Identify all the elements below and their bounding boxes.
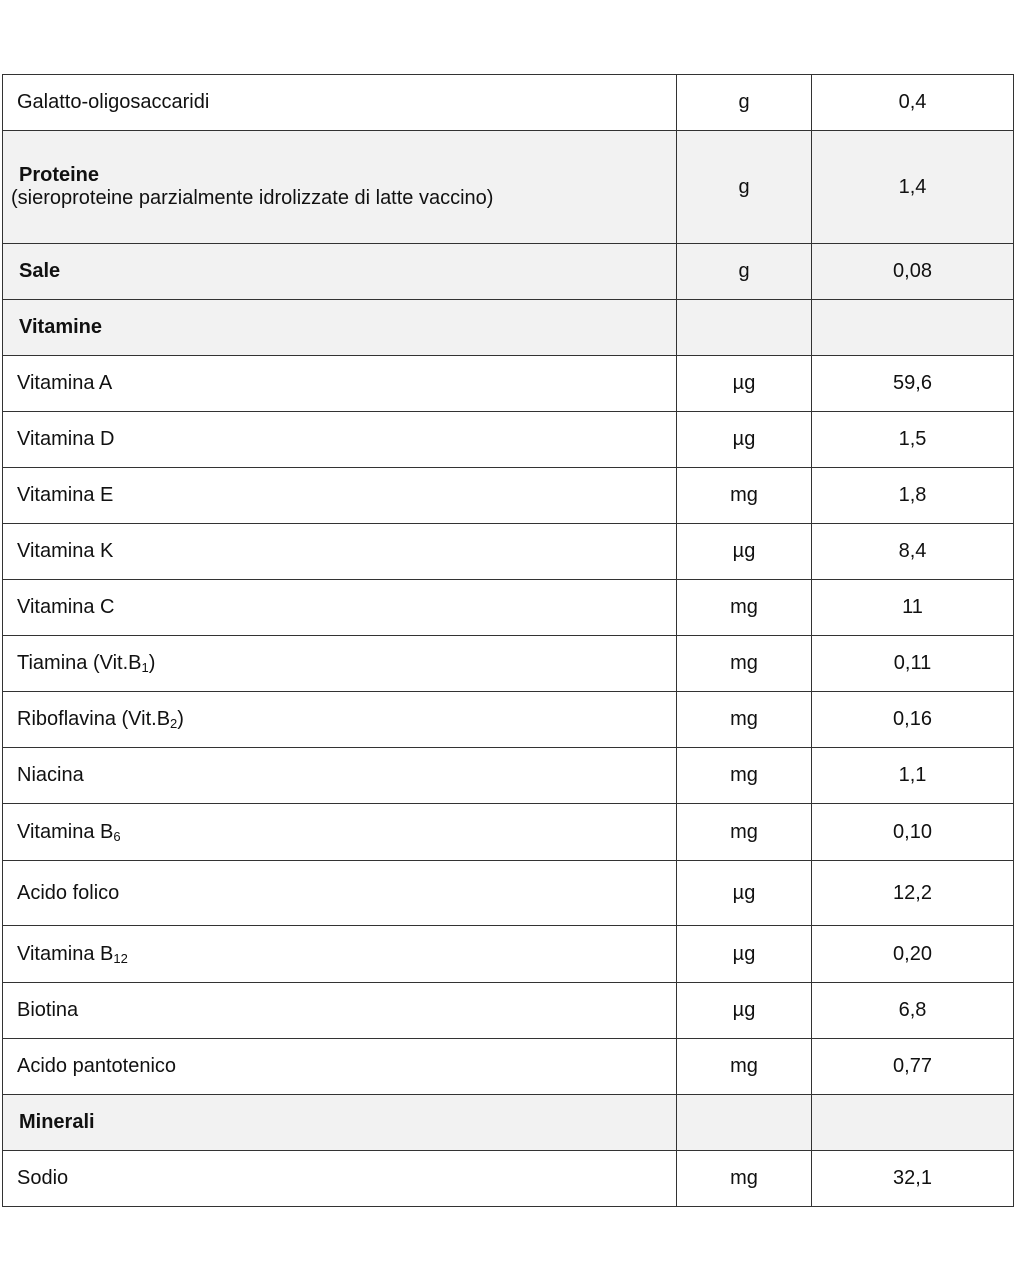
value-cell: 6,8 (812, 983, 1014, 1039)
nutrient-cell (3, 983, 677, 1039)
unit-cell: mg (677, 1151, 812, 1207)
value-cell: 1,5 (812, 412, 1014, 468)
unit-cell (677, 1095, 812, 1151)
nutrient-name: Vitamina D (17, 428, 115, 450)
unit-cell: µg (677, 926, 812, 983)
nutrient-cell (3, 926, 677, 983)
value-cell: 1,8 (812, 468, 1014, 524)
nutrient-name: Sodio (17, 1167, 69, 1189)
table-row (3, 468, 1014, 524)
nutrient-name-suffix: ) (177, 708, 184, 730)
nutrient-name: Vitamina K (17, 540, 114, 562)
unit-cell: µg (677, 524, 812, 580)
unit-cell: µg (677, 983, 812, 1039)
unit-cell (677, 300, 812, 356)
table-row (3, 748, 1014, 804)
table-row (3, 1095, 1014, 1151)
value-cell: 0,11 (812, 636, 1014, 692)
nutrient-name: Galatto-oligosaccaridi (17, 91, 210, 113)
value-cell (812, 1095, 1014, 1151)
nutrient-name: Acido folico (17, 881, 120, 904)
nutrient-cell (3, 1095, 677, 1151)
table-row (3, 131, 1014, 244)
nutrient-note: (sieroproteine parzialmente idrolizzate di latte vaccino) (11, 187, 494, 209)
section-heading: Minerali (19, 1111, 95, 1133)
nutrient-cell (3, 748, 677, 804)
value-cell: 8,4 (812, 524, 1014, 580)
nutrient-name: Riboflavina (Vit.B (17, 708, 171, 730)
nutrient-cell (3, 1151, 677, 1207)
table-row (3, 412, 1014, 468)
subscript: 2 (170, 716, 178, 731)
nutrient-cell (3, 412, 677, 468)
nutrient-name: Biotina (17, 999, 79, 1021)
nutrient-name: Vitamina C (17, 596, 115, 618)
value-cell: 1,4 (812, 131, 1014, 244)
nutrient-name: Vitamina A (17, 372, 113, 394)
table-row (3, 804, 1014, 861)
table-row (3, 861, 1014, 926)
unit-cell: mg (677, 1039, 812, 1095)
unit-cell: mg (677, 468, 812, 524)
table-row (3, 300, 1014, 356)
value-cell: 0,77 (812, 1039, 1014, 1095)
table-row (3, 636, 1014, 692)
table-row (3, 692, 1014, 748)
nutrient-name: Acido pantotenico (17, 1055, 177, 1077)
table-row (3, 1039, 1014, 1095)
nutrient-name: Niacina (17, 764, 84, 786)
nutrient-cell (3, 131, 677, 244)
table-row (3, 983, 1014, 1039)
nutrient-cell (3, 636, 677, 692)
section-heading: Vitamine (19, 316, 102, 338)
section-heading: Proteine (19, 164, 100, 186)
section-heading: Sale (19, 260, 61, 282)
table-row (3, 926, 1014, 983)
unit-cell: µg (677, 412, 812, 468)
nutrient-cell (3, 468, 677, 524)
nutrient-cell (3, 75, 677, 131)
unit-cell: mg (677, 804, 812, 861)
unit-cell: g (677, 75, 812, 131)
unit-cell: g (677, 131, 812, 244)
nutrient-cell (3, 861, 677, 926)
unit-cell: mg (677, 636, 812, 692)
table-row (3, 524, 1014, 580)
nutrient-cell (3, 300, 677, 356)
nutrient-cell (3, 804, 677, 861)
unit-cell: g (677, 244, 812, 300)
table-row (3, 356, 1014, 412)
nutrient-cell (3, 580, 677, 636)
unit-cell: mg (677, 580, 812, 636)
nutrient-name: Vitamina B (17, 942, 114, 965)
subscript: 6 (113, 828, 121, 844)
subscript: 1 (141, 660, 149, 675)
nutrient-cell (3, 356, 677, 412)
value-cell: 0,4 (812, 75, 1014, 131)
value-cell: 59,6 (812, 356, 1014, 412)
value-cell: 0,08 (812, 244, 1014, 300)
subscript: 12 (113, 950, 128, 966)
nutrition-table (2, 74, 1014, 1207)
unit-cell: µg (677, 356, 812, 412)
nutrient-name: Tiamina (Vit.B (17, 652, 142, 674)
nutrient-cell (3, 692, 677, 748)
nutrient-name: Vitamina E (17, 484, 114, 506)
table-row (3, 244, 1014, 300)
unit-cell: mg (677, 692, 812, 748)
value-cell: 12,2 (812, 861, 1014, 926)
value-cell: 0,20 (812, 926, 1014, 983)
table-row (3, 580, 1014, 636)
unit-cell: mg (677, 748, 812, 804)
nutrient-name: Vitamina B (17, 820, 114, 843)
nutrient-cell (3, 1039, 677, 1095)
nutrient-name-suffix: ) (148, 652, 156, 674)
value-cell (812, 300, 1014, 356)
value-cell: 0,10 (812, 804, 1014, 861)
table-row (3, 1151, 1014, 1207)
value-cell: 32,1 (812, 1151, 1014, 1207)
unit-cell: µg (677, 861, 812, 926)
value-cell: 0,16 (812, 692, 1014, 748)
value-cell: 11 (812, 580, 1014, 636)
nutrient-cell (3, 524, 677, 580)
value-cell: 1,1 (812, 748, 1014, 804)
table-row (3, 75, 1014, 131)
nutrient-cell (3, 244, 677, 300)
